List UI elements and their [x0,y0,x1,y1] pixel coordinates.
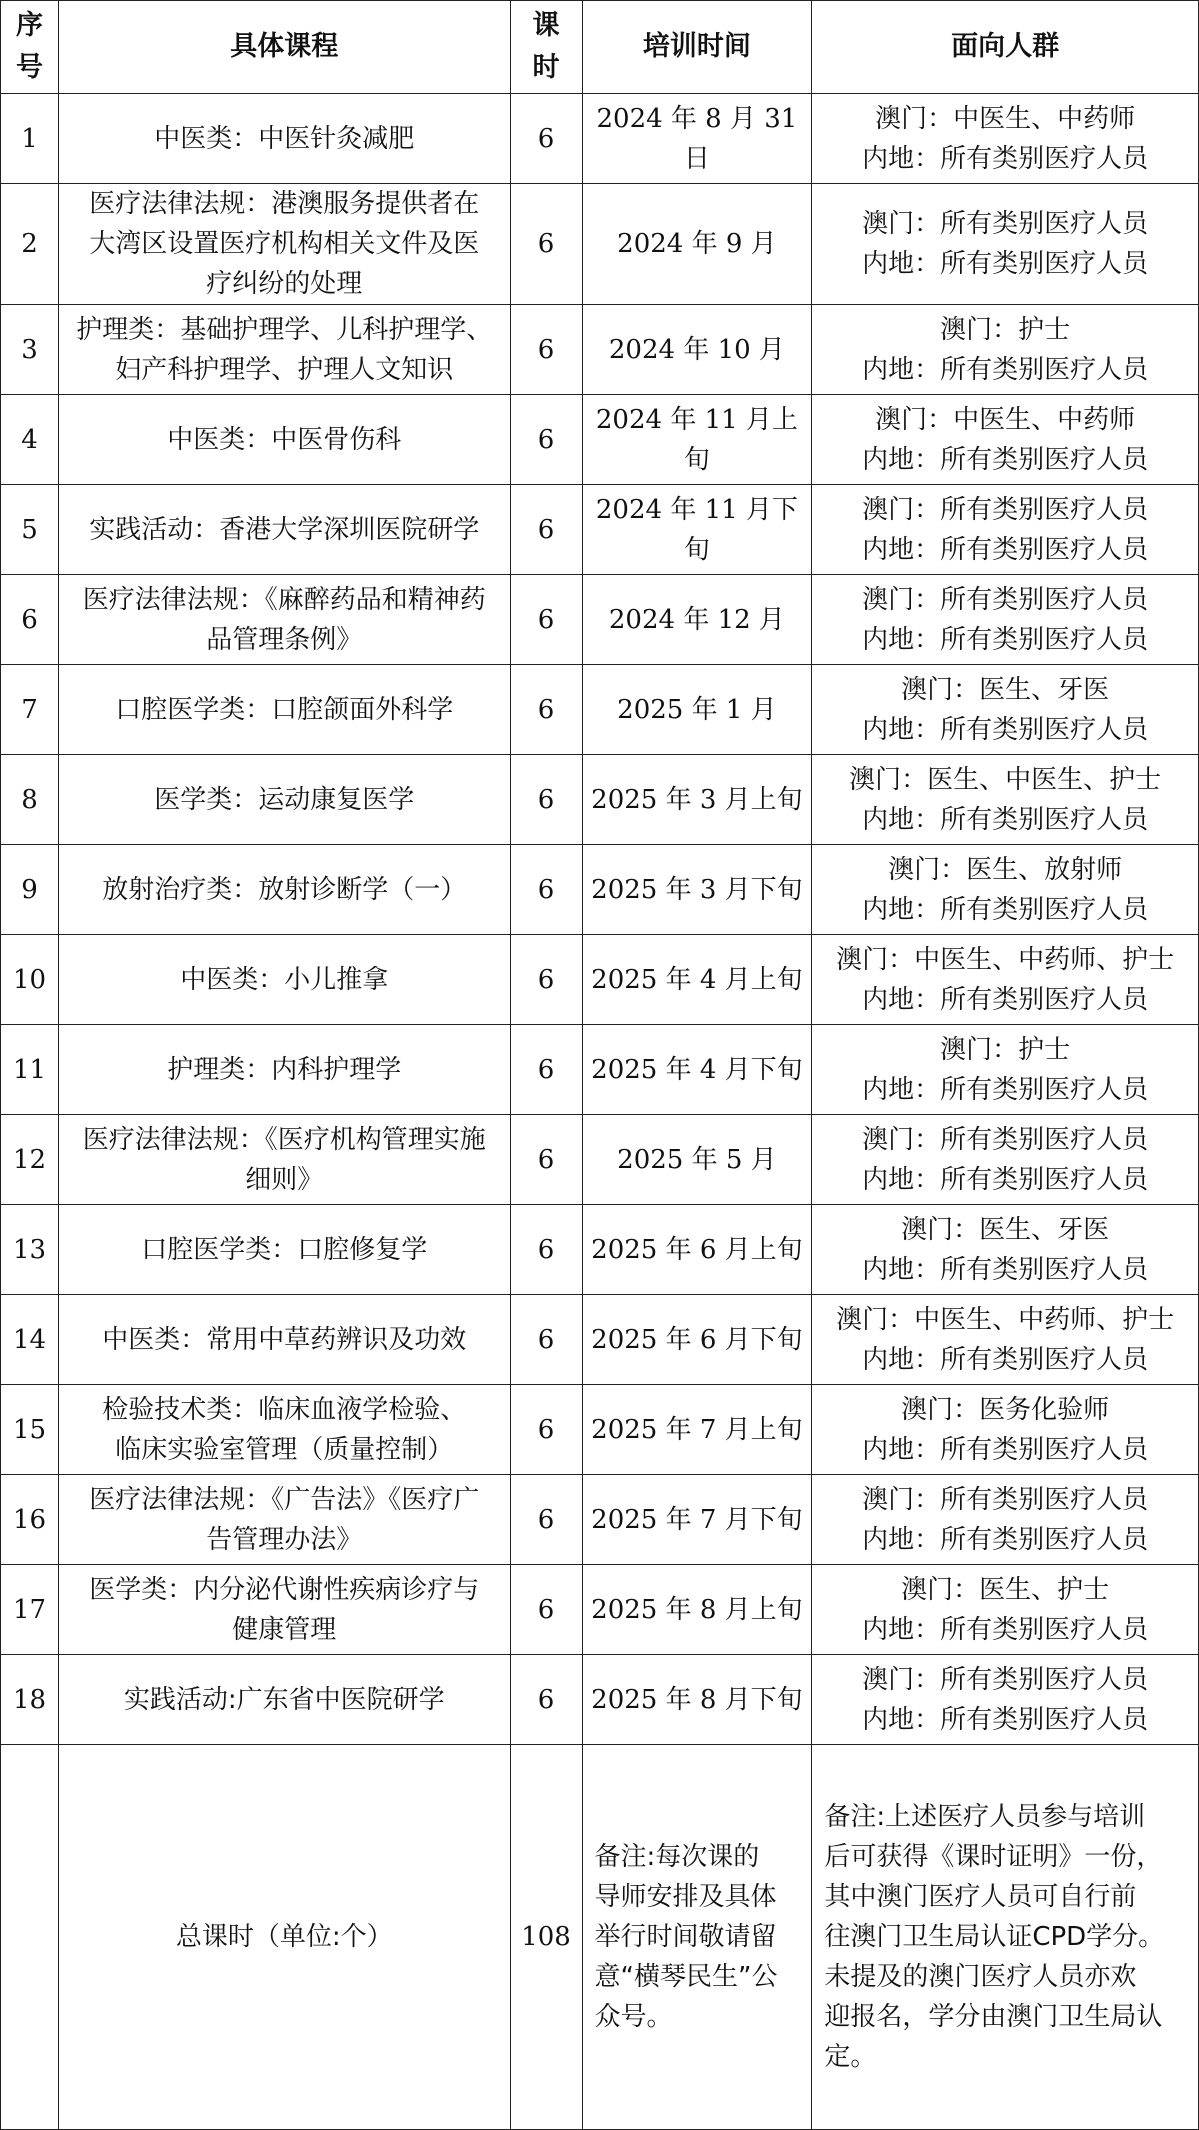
target-audience: 澳门：中医生、中药师、护士 内地：所有类别医疗人员 [812,935,1199,1025]
course-hours: 6 [510,755,582,845]
training-time: 2024 年 11 月上旬 [582,395,812,485]
row-number: 16 [1,1475,59,1565]
row-number: 6 [1,575,59,665]
course-name: 放射治疗类：放射诊断学（一） [58,845,510,935]
table-row [1,665,1199,755]
course-hours: 6 [510,305,582,395]
row-number: 11 [1,1025,59,1115]
training-time: 2024 年 10 月 [582,305,812,395]
table-row [1,1115,1199,1205]
course-hours: 6 [510,94,582,184]
course-name: 医疗法律法规：《广告法》《医疗广 告管理办法》 [58,1475,510,1565]
table-row [1,845,1199,935]
table-row [1,1385,1199,1475]
row-number: 3 [1,305,59,395]
target-audience: 澳门：医生、中医生、护士 内地：所有类别医疗人员 [812,755,1199,845]
course-name: 中医类：小儿推拿 [58,935,510,1025]
target-audience: 澳门：所有类别医疗人员 内地：所有类别医疗人员 [812,184,1199,305]
training-time: 2025 年 4 月上旬 [582,935,812,1025]
row-number: 14 [1,1295,59,1385]
training-time: 2025 年 3 月下旬 [582,845,812,935]
header-audience: 面向人群 [812,1,1199,94]
row-number: 12 [1,1115,59,1205]
header-hours: 课 时 [510,1,582,94]
row-number: 18 [1,1655,59,1745]
table-row [1,395,1199,485]
course-name: 中医类：中医针灸减肥 [58,94,510,184]
target-audience: 澳门：医生、牙医 内地：所有类别医疗人员 [812,665,1199,755]
table-row [1,1655,1199,1745]
training-time: 2024 年 8 月 31 日 [582,94,812,184]
course-hours: 6 [510,1385,582,1475]
total-label: 总课时（单位:个） [58,1745,510,2130]
row-number: 4 [1,395,59,485]
table-row [1,575,1199,665]
course-hours: 6 [510,1025,582,1115]
training-time: 2025 年 6 月下旬 [582,1295,812,1385]
audience-note: 备注:上述医疗人员参与培训 后可获得《课时证明》一份， 其中澳门医疗人员可自行前 往澳门卫生局认证CPD学分。 未提及的澳门医疗人员亦欢 迎报名，学分由澳门卫生局认 定。 [812,1745,1199,2130]
header-course: 具体课程 [58,1,510,94]
course-hours: 6 [510,1115,582,1205]
table-row [1,184,1199,305]
course-name: 医学类：内分泌代谢性疾病诊疗与 健康管理 [58,1565,510,1655]
target-audience: 澳门：医生、放射师 内地：所有类别医疗人员 [812,845,1199,935]
target-audience: 澳门：医生、护士 内地：所有类别医疗人员 [812,1565,1199,1655]
target-audience: 澳门：所有类别医疗人员 内地：所有类别医疗人员 [812,1475,1199,1565]
total-hours: 108 [510,1745,582,2130]
total-row [1,1745,1199,2130]
training-time: 2025 年 7 月下旬 [582,1475,812,1565]
training-time: 2025 年 6 月上旬 [582,1205,812,1295]
table-row [1,1565,1199,1655]
time-note: 备注:每次课的 导师安排及具体 举行时间敬请留 意“横琴民生”公 众号。 [582,1745,812,2130]
target-audience: 澳门：所有类别医疗人员 内地：所有类别医疗人员 [812,1115,1199,1205]
course-hours: 6 [510,1655,582,1745]
training-time: 2025 年 4 月下旬 [582,1025,812,1115]
row-number: 15 [1,1385,59,1475]
course-name: 中医类：常用中草药辨识及功效 [58,1295,510,1385]
total-seq-cell [1,1745,59,2130]
row-number: 5 [1,485,59,575]
target-audience: 澳门：所有类别医疗人员 内地：所有类别医疗人员 [812,485,1199,575]
table-row [1,1475,1199,1565]
table-row [1,755,1199,845]
target-audience: 澳门：中医生、中药师、护士 内地：所有类别医疗人员 [812,1295,1199,1385]
training-time: 2025 年 7 月上旬 [582,1385,812,1475]
course-name: 检验技术类：临床血液学检验、 临床实验室管理（质量控制） [58,1385,510,1475]
target-audience: 澳门：中医生、中药师 内地：所有类别医疗人员 [812,395,1199,485]
training-time: 2024 年 12 月 [582,575,812,665]
course-name: 护理类：基础护理学、儿科护理学、 妇产科护理学、护理人文知识 [58,305,510,395]
training-time: 2025 年 1 月 [582,665,812,755]
table-row [1,935,1199,1025]
course-name: 护理类：内科护理学 [58,1025,510,1115]
training-time: 2024 年 11 月下旬 [582,485,812,575]
course-name: 口腔医学类：口腔修复学 [58,1205,510,1295]
training-time: 2025 年 3 月上旬 [582,755,812,845]
course-name: 医疗法律法规：《麻醉药品和精神药 品管理条例》 [58,575,510,665]
course-hours: 6 [510,575,582,665]
table-header-row [1,1,1199,94]
row-number: 13 [1,1205,59,1295]
course-name: 实践活动:广东省中医院研学 [58,1655,510,1745]
header-seq: 序 号 [1,1,59,94]
course-hours: 6 [510,935,582,1025]
table-row [1,305,1199,395]
course-hours: 6 [510,1205,582,1295]
course-hours: 6 [510,1295,582,1385]
course-name: 医学类：运动康复医学 [58,755,510,845]
target-audience: 澳门：护士 内地：所有类别医疗人员 [812,305,1199,395]
course-name: 口腔医学类：口腔颌面外科学 [58,665,510,755]
table-row [1,1205,1199,1295]
course-hours: 6 [510,845,582,935]
table-row [1,94,1199,184]
target-audience: 澳门：医生、牙医 内地：所有类别医疗人员 [812,1205,1199,1295]
row-number: 7 [1,665,59,755]
header-time: 培训时间 [582,1,812,94]
course-hours: 6 [510,395,582,485]
table-row [1,485,1199,575]
training-time: 2025 年 8 月下旬 [582,1655,812,1745]
row-number: 8 [1,755,59,845]
course-name: 医疗法律法规：港澳服务提供者在 大湾区设置医疗机构相关文件及医 疗纠纷的处理 [58,184,510,305]
target-audience: 澳门：所有类别医疗人员 内地：所有类别医疗人员 [812,575,1199,665]
target-audience: 澳门：所有类别医疗人员 内地：所有类别医疗人员 [812,1655,1199,1745]
course-hours: 6 [510,485,582,575]
row-number: 10 [1,935,59,1025]
course-hours: 6 [510,1565,582,1655]
course-hours: 6 [510,1475,582,1565]
row-number: 1 [1,94,59,184]
row-number: 17 [1,1565,59,1655]
table-body [1,94,1199,1745]
course-hours: 6 [510,184,582,305]
course-hours: 6 [510,665,582,755]
table-row [1,1025,1199,1115]
course-name: 医疗法律法规：《医疗机构管理实施 细则》 [58,1115,510,1205]
table-row [1,1295,1199,1385]
training-time: 2024 年 9 月 [582,184,812,305]
target-audience: 澳门：医务化验师 内地：所有类别医疗人员 [812,1385,1199,1475]
row-number: 2 [1,184,59,305]
target-audience: 澳门：中医生、中药师 内地：所有类别医疗人员 [812,94,1199,184]
course-name: 实践活动：香港大学深圳医院研学 [58,485,510,575]
course-name: 中医类：中医骨伤科 [58,395,510,485]
training-time: 2025 年 8 月上旬 [582,1565,812,1655]
row-number: 9 [1,845,59,935]
training-time: 2025 年 5 月 [582,1115,812,1205]
target-audience: 澳门：护士 内地：所有类别医疗人员 [812,1025,1199,1115]
